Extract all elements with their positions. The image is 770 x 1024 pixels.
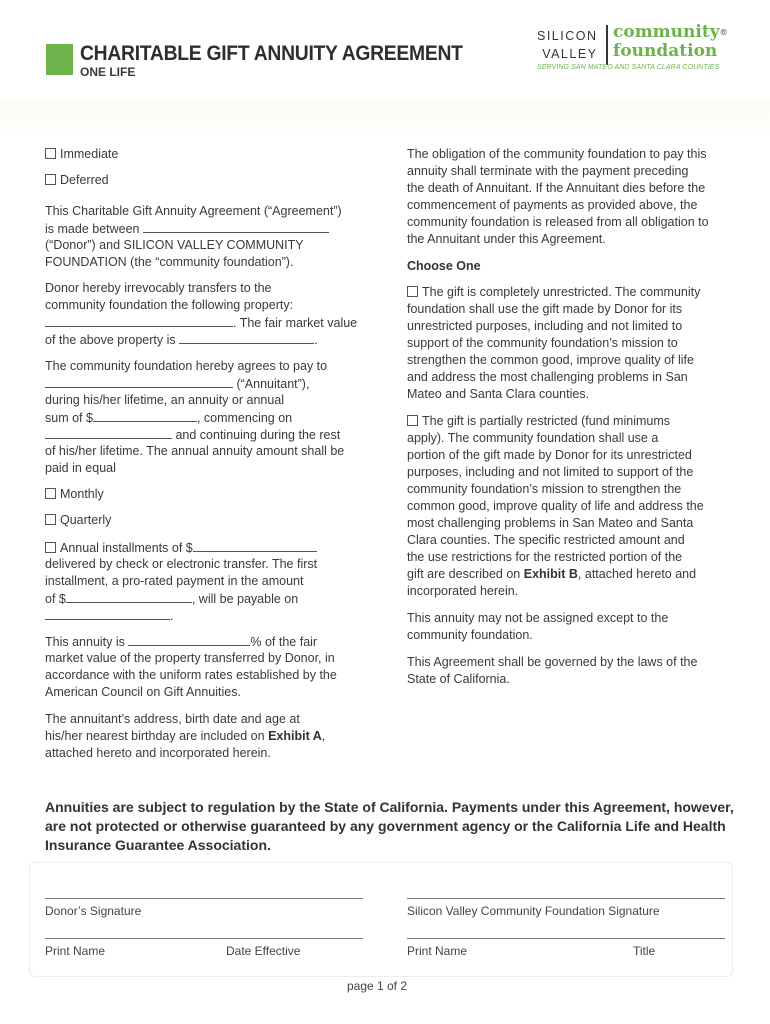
period: . [314, 333, 318, 347]
logo-silicon: SILICON [537, 29, 598, 43]
period: . [170, 609, 174, 623]
restricted-text-part: gift are described on [407, 567, 524, 581]
percent-text: market value of the property transferred by Donor, in [45, 651, 335, 665]
donor-print-name-label: Print Name [45, 944, 106, 958]
percent-text: American Council on Gift Annuities. [45, 685, 241, 699]
restricted-text-part: , attached hereto and [577, 567, 697, 581]
unrestricted-text: support of the community foundation’s mission to [407, 336, 678, 350]
option-immediate[interactable] [45, 146, 118, 163]
restricted-text: community foundation’s mission to strengthen the [407, 482, 682, 496]
restricted-text: incorporated herein. [407, 584, 519, 598]
annuitant-name-field[interactable] [45, 375, 233, 388]
svcf-print-name-field[interactable] [407, 938, 725, 939]
payable-label: , will be payable on [191, 592, 299, 606]
option-deferred[interactable] [45, 172, 109, 189]
property-line [45, 314, 357, 332]
svcf-signature-field[interactable] [407, 898, 725, 899]
regulation-warning: Annuities are subject to regulation by the State of California. Payments under this Agreement, however, are not protected or otherwise guaranteed by any government agency or the California Life and Health Insurance Guarantee Association. [45, 799, 734, 853]
page-subtitle: ONE LIFE [80, 65, 136, 79]
governing-law-text: State of California. [407, 672, 510, 686]
prorated-label: of $ [45, 592, 66, 606]
unrestricted-text: foundation shall use the gift made by Donor for its [407, 302, 683, 316]
restricted-text: common good, improve quality of life and address the [407, 499, 704, 513]
option-unrestricted[interactable] [407, 284, 700, 301]
annual-sum-field[interactable] [93, 409, 197, 422]
option-monthly[interactable] [45, 486, 104, 503]
payable-date-field[interactable] [45, 607, 170, 620]
deferred-label: Deferred [60, 173, 109, 187]
exhibit-a-ref: Exhibit A [268, 729, 322, 743]
svcf-print-name-label: Print Name [407, 944, 468, 958]
option-partially-restricted[interactable] [407, 413, 670, 430]
percent-field[interactable] [128, 633, 250, 646]
logo-divider [606, 25, 608, 65]
agreement-text: (“Donor”) and SILICON VALLEY COMMUNITY [45, 238, 304, 252]
annuitant-line [45, 375, 309, 393]
address-text: The annuitant’s address, birth date and age at [45, 712, 300, 726]
fair-market-line [45, 331, 318, 349]
percent-suffix: % of the fair [250, 635, 318, 649]
logo-valley: VALLEY [542, 47, 598, 61]
property-field[interactable] [45, 314, 233, 327]
page-title: CHARITABLE GIFT ANNUITY AGREEMENT [80, 42, 463, 65]
agreement-text: This Charitable Gift Annuity Agreement (“Agreement”) [45, 204, 342, 218]
assignment-text: community foundation. [407, 628, 533, 642]
sum-label: sum of $ [45, 411, 93, 425]
date-effective-label: Date Effective [226, 944, 301, 958]
obligation-text: annuity shall terminate with the payment preceding [407, 164, 689, 178]
restricted-text: purposes, including and not limited to support of the [407, 465, 694, 479]
obligation-text: The obligation of the community foundation to pay this [407, 147, 707, 161]
annual-installment-field[interactable] [193, 539, 317, 552]
payment-text: paid in equal [45, 461, 116, 475]
restricted-text: Clara counties. The specific restricted amount and [407, 533, 685, 547]
fair-market-label: . The fair market value [233, 316, 358, 330]
transfer-text: Donor hereby irrevocably transfers to the [45, 281, 272, 295]
obligation-text: community foundation is released from all obligation to [407, 215, 709, 229]
header-band [0, 100, 770, 140]
annual-label: Annual installments of $ [60, 541, 193, 555]
monthly-checkbox[interactable] [45, 488, 56, 499]
percent-text: accordance with the uniform rates established by the [45, 668, 337, 682]
immediate-checkbox[interactable] [45, 148, 56, 159]
choose-one-heading: Choose One [407, 259, 481, 273]
restricted-text: most challenging problems in San Mateo and Santa [407, 516, 694, 530]
partially-restricted-label: The gift is partially restricted (fund minimums [422, 414, 670, 428]
restricted-text [407, 566, 696, 583]
payment-text: The community foundation hereby agrees to pay to [45, 359, 328, 373]
continuing-label: and continuing during the rest [172, 428, 341, 442]
agreement-text: FOUNDATION (the “community foundation”). [45, 255, 294, 269]
donor-signature-label: Donor’s Signature [45, 904, 142, 918]
logo-wordmark-left [537, 27, 598, 63]
commencing-date-field[interactable] [45, 426, 172, 439]
payment-text: during his/her lifetime, an annuity or annual [45, 393, 285, 407]
donor-print-name-field[interactable] [45, 938, 363, 939]
deferred-checkbox[interactable] [45, 174, 56, 185]
unrestricted-checkbox[interactable] [407, 286, 418, 297]
commencing-line [45, 426, 340, 444]
sum-line [45, 409, 292, 427]
signature-box [29, 862, 733, 977]
address-text: attached hereto and incorporated herein. [45, 746, 271, 760]
partially-restricted-checkbox[interactable] [407, 415, 418, 426]
payable-date-line [45, 607, 173, 625]
prorated-line [45, 590, 298, 608]
prorated-amount-field[interactable] [66, 590, 192, 603]
svcf-signature-label: Silicon Valley Community Foundation Signature [407, 904, 660, 918]
option-annual[interactable] [45, 539, 317, 557]
unrestricted-text: and address the most challenging problems in San [407, 370, 688, 384]
quarterly-label: Quarterly [60, 513, 112, 527]
address-text-part: his/her nearest birthday are included on [45, 729, 269, 743]
unrestricted-label: The gift is completely unrestricted. The community [422, 285, 701, 299]
annual-text: delivered by check or electronic transfer. The first [45, 557, 318, 571]
payment-text: of his/her lifetime. The annual annuity amount shall be [45, 444, 345, 458]
exhibit-b-ref: Exhibit B [523, 567, 578, 581]
restricted-text: portion of the gift made by Donor for its unrestricted [407, 448, 692, 462]
monthly-label: Monthly [60, 487, 104, 501]
percent-label: This annuity is [45, 635, 125, 649]
fair-market-value-field[interactable] [179, 331, 314, 344]
immediate-label: Immediate [60, 147, 119, 161]
percent-line [45, 633, 317, 651]
logo-tagline: SERVING SAN MATEO AND SANTA CLARA COUNTIES [537, 64, 720, 71]
logo-community: community [613, 22, 720, 42]
obligation-text: the Annuitant under this Agreement. [407, 232, 606, 246]
obligation-text: the death of Annuitant. If the Annuitant dies before the [407, 181, 706, 195]
brand-square [46, 44, 73, 75]
unrestricted-text: Mateo and Santa Clara counties. [407, 387, 590, 401]
agreement-made-between: is made between [45, 222, 140, 236]
donor-signature-field[interactable] [45, 898, 363, 899]
fair-market-text: of the above property is [45, 333, 176, 347]
annual-checkbox[interactable] [45, 542, 56, 553]
restricted-text: the use restrictions for the restricted portion of the [407, 550, 683, 564]
page-number: page 1 of 2 [346, 979, 408, 993]
governing-law-text: This Agreement shall be governed by the laws of the [407, 655, 698, 669]
unrestricted-text: strengthen the common good, improve quality of life [407, 353, 694, 367]
donor-name-field[interactable] [143, 220, 329, 233]
logo-wordmark-right [613, 23, 728, 61]
commencing-label: , commencing on [196, 411, 293, 425]
address-text [45, 728, 325, 745]
quarterly-checkbox[interactable] [45, 514, 56, 525]
annuitant-label: (“Annuitant”), [233, 377, 310, 391]
transfer-text: community foundation the following property: [45, 298, 294, 312]
option-quarterly[interactable] [45, 512, 111, 529]
assignment-text: This annuity may not be assigned except to the [407, 611, 669, 625]
title-label: Title [633, 944, 656, 958]
agreement-donor-line [45, 220, 329, 238]
restricted-text: apply). The community foundation shall use a [407, 431, 659, 445]
comma: , [321, 729, 326, 743]
obligation-text: commencement of payments as provided above, the [407, 198, 698, 212]
unrestricted-text: unrestricted purposes, including and not limited to [407, 319, 683, 333]
logo-foundation: foundation [613, 41, 718, 61]
logo-registered: ® [719, 28, 728, 37]
annual-text: installment, a pro-rated payment in the amount [45, 574, 304, 588]
